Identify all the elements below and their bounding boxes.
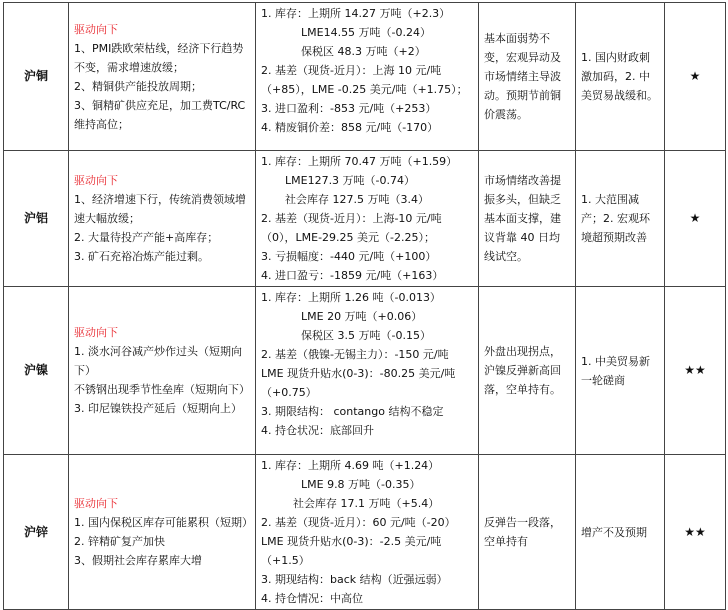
data-line: 3. 期现结构：back 结构（近强远弱） <box>261 573 448 586</box>
data-line: LME 现货升贴水(0-3)：-2.5 美元/吨 <box>261 535 442 548</box>
data-line: 保税区 3.5 万吨（-0.15） <box>301 329 431 342</box>
market-view: 外盘出现拐点，沪镍反弹新高回落，空单持有。 <box>479 287 576 455</box>
data-line: LME14.55 万吨（-0.24） <box>301 26 432 39</box>
data-line: 3. 进口盈利：-853 元/吨（+253） <box>261 102 437 115</box>
data-cell <box>256 151 479 287</box>
driver-item: 1、经济增速下行，传统消费领域增速大幅放缓； <box>74 193 246 225</box>
data-line: 2. 基差（现货-近月）：上海-10 元/吨 <box>261 212 442 225</box>
driver-item: 1. 淡水河谷减产炒作过头（短期向下） <box>74 345 242 377</box>
risk-factors: 1. 国内财政刺激加码，2. 中美贸易战缓和。 <box>576 3 665 151</box>
data-cell <box>256 455 479 610</box>
data-line: （0），LME-29.25 美元（-2.25）； <box>261 231 435 244</box>
driver-item: 1. 国内保税区库存可能累积（短期） <box>74 516 253 529</box>
driver-item: 不锈钢出现季节性垒库（短期向下） <box>74 383 250 396</box>
market-view: 基本面弱势不变，宏观异动及市场情绪主导波动。预期节前铜价震荡。 <box>479 3 576 151</box>
commodity-name: 沪铜 <box>4 3 69 151</box>
drivers-cell <box>69 3 256 151</box>
market-view: 市场情绪改善提振多头，但缺乏基本面支撑，建议背靠 40 日均线试空。 <box>479 151 576 287</box>
star-rating: ★ <box>665 3 726 151</box>
data-cell <box>256 287 479 455</box>
star-rating: ★★ <box>665 455 726 610</box>
driver-heading: 驱动向下 <box>74 497 118 510</box>
data-line: LME 9.8 万吨（-0.35） <box>301 478 421 491</box>
drivers-cell <box>69 287 256 455</box>
star-rating: ★★ <box>665 287 726 455</box>
driver-item: 1、PMI跌欧荣枯线，经济下行趋势不变，需求增速放缓； <box>74 41 244 74</box>
data-line: LME127.3 万吨（-0.74） <box>285 174 416 187</box>
data-line: 1. 库存：上期所 4.69 吨（+1.24） <box>261 459 440 472</box>
driver-item: 2、精铜供产能投放周期； <box>74 79 202 93</box>
data-line: LME 现货升贴水(0-3)：-80.25 美元/吨 <box>261 367 456 380</box>
data-line: 社会库存 127.5 万吨（3.4） <box>285 193 429 206</box>
table-row <box>4 287 726 455</box>
table-row <box>4 3 726 151</box>
data-line: 3. 亏损幅度：-440 元/吨（+100） <box>261 250 437 263</box>
drivers-cell <box>69 151 256 287</box>
data-line: 4. 持仓情况：中高位 <box>261 592 363 605</box>
commodity-table <box>3 2 726 610</box>
driver-heading: 驱动向下 <box>74 326 118 339</box>
data-line: 1. 库存：上期所 1.26 吨（-0.013） <box>261 291 441 304</box>
data-line: 1. 库存：上期所 70.47 万吨（+1.59） <box>261 155 458 168</box>
data-line: 4. 持仓状况：底部回升 <box>261 424 374 437</box>
driver-item: 2. 大量待投产产能+高库存； <box>74 231 219 244</box>
data-line: 2. 基差（俄镍-无锡主力）：-150 元/吨 <box>261 348 449 361</box>
driver-item: 2. 锌精矿复产加快 <box>74 535 165 548</box>
star-rating: ★ <box>665 151 726 287</box>
drivers-cell <box>69 455 256 610</box>
driver-item: 3. 矿石充裕冶炼产能过剩。 <box>74 250 209 263</box>
data-line: 4. 精废铜价差：858 元/吨（-170） <box>261 121 439 134</box>
risk-factors: 1. 中美贸易新一轮磋商 <box>576 287 665 455</box>
data-line: （+0.75） <box>261 386 317 399</box>
commodity-name: 沪镍 <box>4 287 69 455</box>
data-line: （+85），LME -0.25 美元/吨（+1.75）； <box>261 83 468 96</box>
driver-item: 3、铜精矿供应充足，加工费TC/RC维持高位； <box>74 98 246 131</box>
data-line: 社会库存 17.1 万吨（+5.4） <box>293 497 440 510</box>
data-cell <box>256 3 479 151</box>
driver-heading: 驱动向下 <box>74 174 118 187</box>
data-line: 2. 基差（现货-近月）：60 元/吨（-20） <box>261 516 456 529</box>
table-row <box>4 151 726 287</box>
market-view: 反弹告一段落，空单持有 <box>479 455 576 610</box>
driver-item: 3. 印尼镍铁投产延后（短期向上） <box>74 402 242 415</box>
driver-item: 3、假期社会库存累库大增 <box>74 554 202 567</box>
data-line: 4. 进口盈亏：-1859 元/吨（+163） <box>261 269 444 282</box>
commodity-name: 沪锌 <box>4 455 69 610</box>
data-line: LME 20 万吨（+0.06） <box>301 310 423 323</box>
commodity-name: 沪铝 <box>4 151 69 287</box>
table-row <box>4 455 726 610</box>
risk-factors: 增产不及预期 <box>576 455 665 610</box>
data-line: （+1.5） <box>261 554 310 567</box>
data-line: 保税区 48.3 万吨（+2） <box>301 45 426 58</box>
data-line: 2. 基差（现货-近月）：上海 10 元/吨 <box>261 64 442 77</box>
risk-factors: 1. 大范围减产；2. 宏观环境超预期改善 <box>576 151 665 287</box>
driver-heading: 驱动向下 <box>74 22 118 36</box>
data-line: 3. 期限结构： contango 结构不稳定 <box>261 405 444 418</box>
data-line: 1. 库存：上期所 14.27 万吨（+2.3） <box>261 7 451 20</box>
